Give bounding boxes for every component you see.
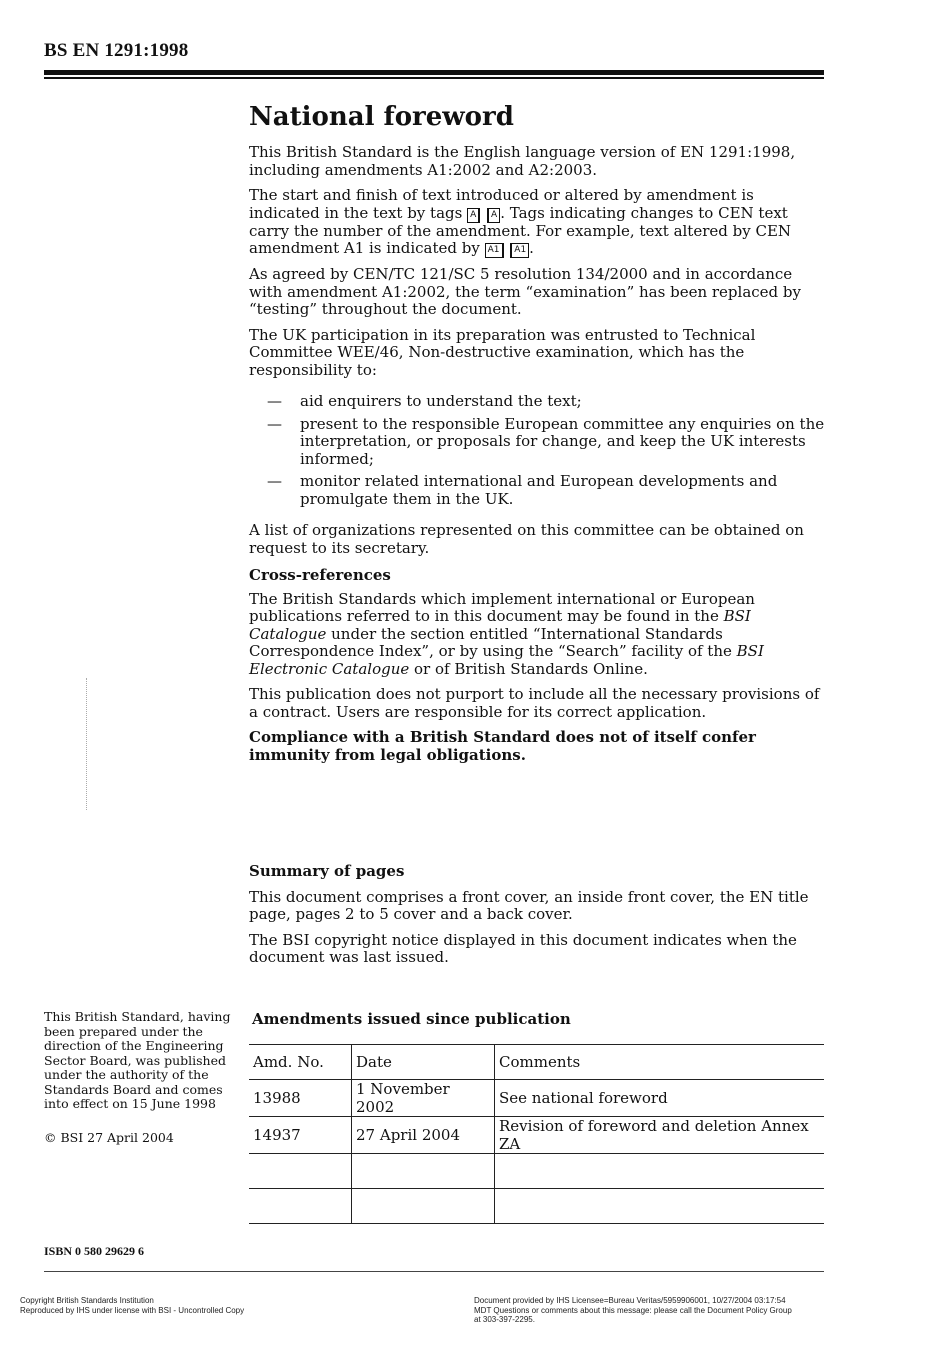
- list-item: [249, 473, 827, 508]
- footer-copyright-line-1: Copyright British Standards Institution: [20, 1296, 154, 1305]
- column-header-amd-no: Amd. No.: [249, 1045, 352, 1080]
- amendment-start-tag-icon: A: [467, 208, 480, 223]
- isbn-number: ISBN 0 580 29629 6: [44, 1244, 145, 1258]
- amendments-table: [249, 1044, 824, 1224]
- footer-provider-notice: Document provided by IHS Licensee=Bureau Veritas/5959906001, 10/27/2004 03:17:54 MDT Questions or comments about this message: please call the Document Policy Group at 303-397-2295.: [474, 1296, 792, 1324]
- summary-paragraph-1: This document comprises a front cover, an inside front cover, the EN title page, pages 2 to 5 cover and a back cover.: [249, 887, 809, 923]
- summary-section: [249, 863, 827, 975]
- amd-no-cell: 14937: [249, 1117, 352, 1154]
- amd-no-cell: 13988: [249, 1080, 352, 1117]
- amd-no-cell: [249, 1154, 352, 1189]
- amendments-heading: Amendments issued since publication: [252, 1010, 571, 1028]
- footer-copyright: [20, 1296, 244, 1315]
- foreword-paragraph-6: This publication does not purport to include all the necessary provisions of a contract. Users are responsible for its correct application.: [249, 685, 820, 721]
- crossref-text-a: The British Standards which implement international or European publications referred to in this document may be found in the: [249, 589, 755, 625]
- amendment-a1-start-tag-icon: A1: [485, 243, 504, 258]
- foreword-paragraph-4: The UK participation in its preparation was entrusted to Technical Committee WEE/46, Non-destructive examination, which has the responsibility to:: [249, 325, 756, 379]
- summary-heading: Summary of pages: [249, 862, 405, 880]
- bsi-electronic-catalogue-title: BSI Electronic Catalogue: [249, 642, 764, 678]
- list-item-text: monitor related international and European developments and promulgate them in the UK.: [300, 472, 778, 508]
- bsi-catalogue-title: BSI Catalogue: [249, 607, 751, 643]
- date-cell: [352, 1154, 495, 1189]
- footer-copyright-line-2: Reproduced by IHS under license with BSI - Uncontrolled Copy: [20, 1305, 245, 1315]
- amendment-a1-end-tag-icon: A1: [510, 243, 529, 258]
- date-cell: 1 November 2002: [352, 1080, 495, 1117]
- table-row: [249, 1117, 824, 1154]
- dash-bullet: —: [267, 472, 282, 490]
- header-rule-thick: [44, 70, 824, 75]
- table-header-row: [249, 1045, 824, 1080]
- tag-end-text: .: [529, 239, 534, 257]
- comments-cell: Revision of foreword and deletion Annex ZA: [495, 1117, 825, 1154]
- tag-example-text: . Tags indicating changes to CEN text carry the number of the amendment. For example, text altered by CEN amendment A1 is indicated by: [249, 203, 792, 257]
- dash-bullet: —: [267, 414, 282, 433]
- footer-rule: [44, 1271, 824, 1272]
- cross-references-paragraph: [249, 591, 827, 679]
- publication-note: This British Standard, having been prepared under the direction of the Engineering Sector Board, was published under the authority of the Standards Board and comes into effect on 15 June 1998: [44, 1009, 231, 1111]
- foreword-paragraph-2: [249, 187, 827, 258]
- margin-dotted-mark: [86, 678, 87, 810]
- date-cell: 27 April 2004: [352, 1117, 495, 1154]
- column-header-date: Date: [352, 1045, 495, 1080]
- dash-bullet: —: [267, 392, 282, 410]
- page-title: National foreword: [249, 102, 514, 132]
- list-item-text: aid enquirers to understand the text;: [300, 392, 582, 410]
- date-cell: [352, 1189, 495, 1224]
- foreword-paragraph-3: As agreed by CEN/TC 121/SC 5 resolution 134/2000 and in accordance with amendment A1:2002, the term “examination” has been replaced by “testing” throughout the document.: [249, 265, 801, 318]
- table-row: [249, 1154, 824, 1189]
- amendment-end-tag-icon: A: [487, 208, 500, 223]
- table-row: [249, 1189, 824, 1224]
- responsibility-list: [249, 393, 827, 508]
- copyright-date: © BSI 27 April 2004: [44, 1130, 174, 1145]
- cross-references-heading: Cross-references: [249, 566, 391, 584]
- document-code: BS EN 1291:1998: [44, 40, 189, 61]
- list-item: [249, 393, 827, 411]
- comments-cell: [495, 1189, 825, 1224]
- comments-cell: [495, 1154, 825, 1189]
- amd-no-cell: [249, 1189, 352, 1224]
- crossref-text-b: under the section entitled “International Standards Correspondence Index”, or by using the “Search” facility of the: [249, 624, 732, 660]
- table-row: [249, 1080, 824, 1117]
- crossref-text-c: or of British Standards Online.: [414, 659, 648, 678]
- foreword-paragraph-5: A list of organizations represented on this committee can be obtained on request to its secretary.: [249, 521, 804, 557]
- header-rule-thin: [44, 77, 824, 79]
- compliance-statement: Compliance with a British Standard does not of itself confer immunity from legal obligations.: [249, 728, 756, 764]
- summary-paragraph-2: The BSI copyright notice displayed in this document indicates when the document was last issued.: [249, 930, 797, 966]
- list-item: [249, 416, 827, 469]
- tag-intro-text: The start and finish of text introduced or altered by amendment is indicated in the text by tags: [249, 186, 754, 222]
- list-item-text: present to the responsible European committee any enquiries on the interpretation, or proposals for change, and keep the UK interests informed;: [300, 414, 825, 468]
- foreword-paragraph-1: This British Standard is the English language version of EN 1291:1998, including amendments A1:2002 and A2:2003.: [249, 143, 796, 179]
- column-header-comments: Comments: [495, 1045, 825, 1080]
- foreword-section: [249, 100, 827, 772]
- comments-cell: See national foreword: [495, 1080, 825, 1117]
